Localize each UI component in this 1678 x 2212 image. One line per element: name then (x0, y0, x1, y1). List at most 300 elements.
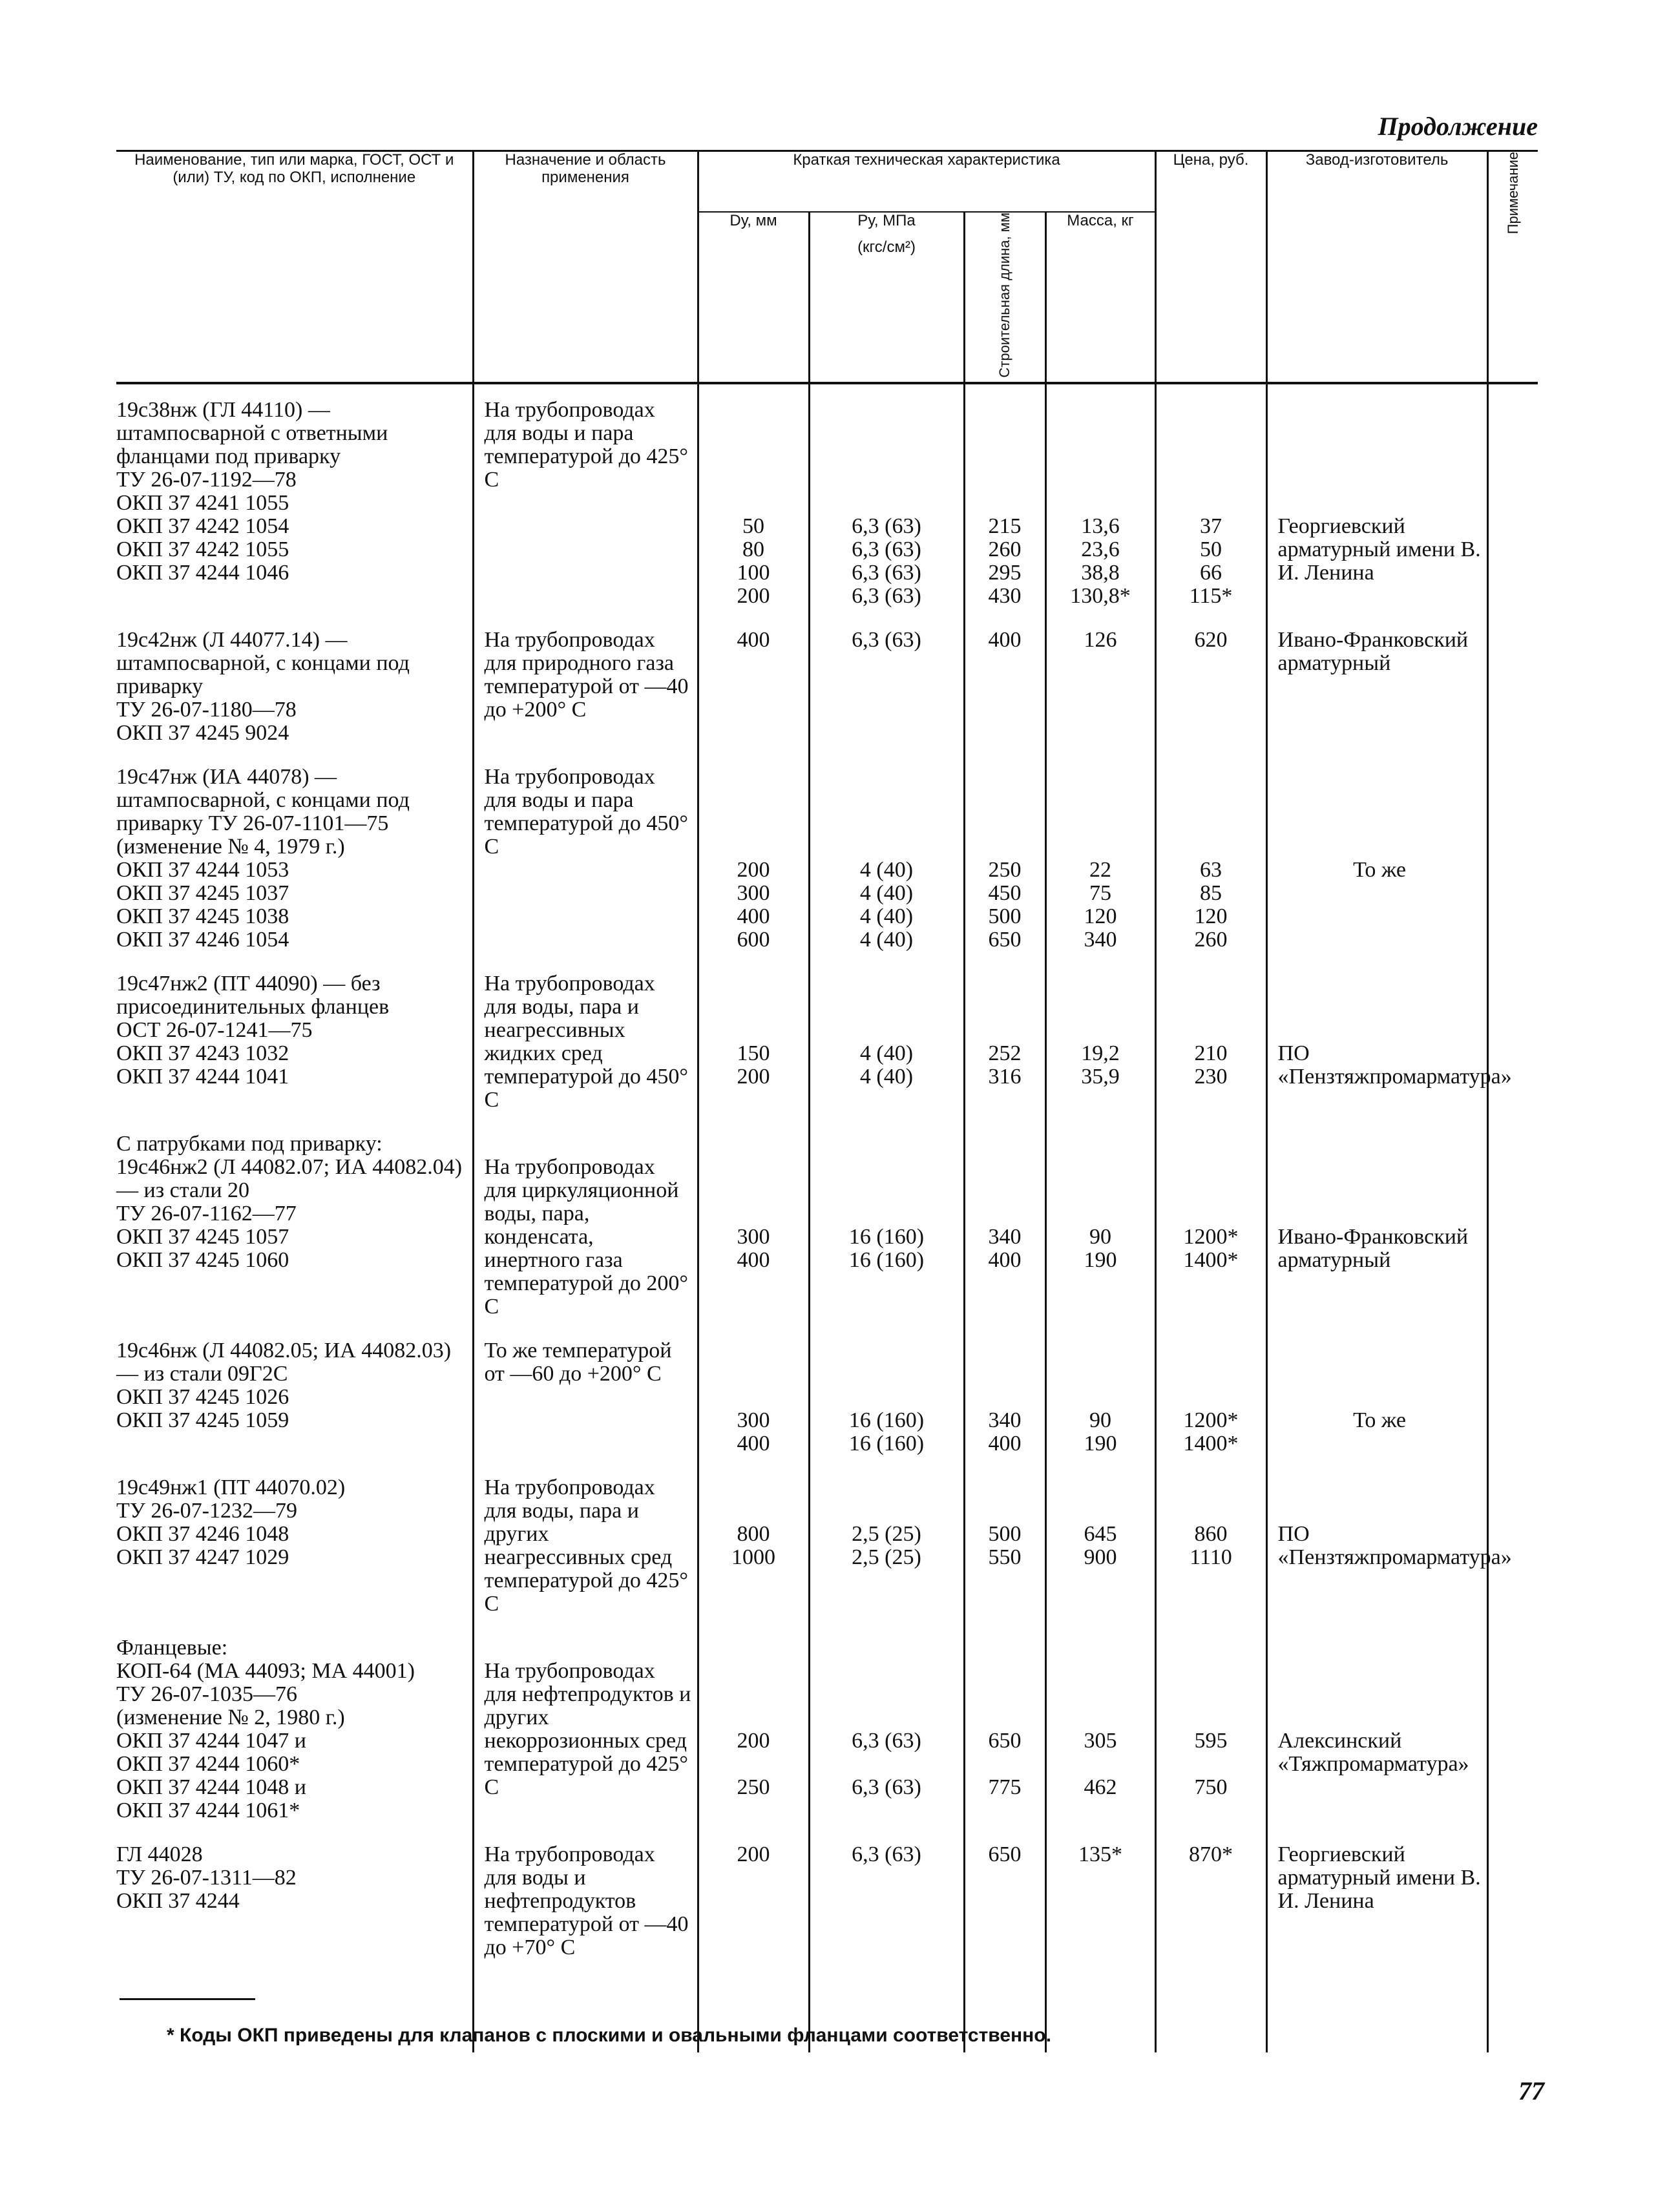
name-line: 19с46нж2 (Л 44082.07; ИА 44082.04) — из стали 20 (116, 1155, 463, 1203)
dy-value: 200 (737, 858, 770, 882)
mass-value: 35,9 (1081, 1065, 1120, 1089)
dy-values (699, 1843, 808, 1866)
mass-values (1047, 1843, 1155, 1866)
cell-name (116, 961, 473, 1121)
dy-values (699, 859, 808, 952)
name-line: ОКП 37 4246 1048 (116, 1522, 289, 1547)
py-values (810, 1729, 963, 1799)
name-line: КОП-64 (МА 44093; МА 44001) (116, 1659, 415, 1684)
name-line: (изменение № 2, 1980 г.) (116, 1706, 345, 1730)
cell-length (964, 1328, 1045, 1465)
price-value: 115* (1189, 584, 1233, 609)
py-value: 16 (160) (848, 1408, 925, 1433)
header-note (1487, 151, 1538, 384)
cell-length (964, 383, 1045, 617)
cell-price (1155, 1121, 1266, 1328)
price-value: 595 (1194, 1729, 1228, 1753)
dy-value: 400 (737, 628, 770, 652)
price-value: 120 (1194, 904, 1228, 929)
cell-maker (1266, 383, 1487, 617)
mass-values (1047, 1523, 1155, 1569)
name-line: ОКП 37 4244 1041 (116, 1065, 289, 1089)
cell-maker (1266, 1831, 1487, 1968)
py-value: 6,3 (63) (852, 561, 921, 585)
cell-note (1487, 754, 1538, 961)
mass-value: 22 (1089, 858, 1112, 882)
table-row (116, 383, 1538, 617)
py-value: 16 (160) (848, 1248, 925, 1273)
maker-text: То же (1353, 1408, 1406, 1433)
price-value: 1400* (1183, 1248, 1239, 1273)
name-line: 19с46нж (Л 44082.05; ИА 44082.03) — из стали 09Г2С (116, 1339, 452, 1386)
mass-value: 462 (1084, 1775, 1117, 1800)
name-line: 19с38нж (ГЛ 44110) — штампосварной с ответными фланцами под приварку (116, 398, 388, 469)
purpose-text: На трубопроводах для воды и пара температурой до 425° С (484, 398, 688, 492)
cell-py (809, 1328, 964, 1465)
header-purpose: Назначение и область применения (473, 151, 698, 384)
price-value: 260 (1194, 928, 1228, 952)
price-values (1157, 1523, 1266, 1569)
purpose-text: На трубопроводах для природного газа температурой от —40 до +200° С (484, 628, 689, 722)
name-line: ТУ 26-07-1232—79 (116, 1499, 297, 1523)
name-line: ОКП 37 4242 1054 (116, 514, 289, 539)
name-line: ОКП 37 4245 1059 (116, 1408, 289, 1433)
name-line: ОКП 37 4245 1057 (116, 1225, 289, 1249)
dy-value: 600 (737, 928, 770, 952)
length-values (965, 629, 1045, 652)
cell-dy (698, 1465, 809, 1625)
dy-values (699, 515, 808, 608)
cell-mass (1045, 1465, 1155, 1625)
cell-note (1487, 383, 1538, 617)
mass-value: 90 (1089, 1225, 1112, 1249)
cell-mass (1045, 617, 1155, 754)
name-line: 19с47нж (ИА 44078) — штампосварной, с концами под приварку ТУ 26-07-1101—75 (изменение № 4, 1979 г.) (116, 765, 410, 859)
dy-value: 50 (742, 514, 764, 539)
dy-value: 300 (737, 1408, 770, 1433)
mass-value: 135* (1078, 1842, 1123, 1867)
table-row (116, 1121, 1538, 1328)
cell-name (116, 1831, 473, 1968)
name-line: ОКП 37 4247 1029 (116, 1545, 289, 1570)
page-number: 77 (1518, 2076, 1544, 2105)
cell-purpose (473, 1625, 698, 1831)
dy-value: 400 (737, 1248, 770, 1273)
length-values (965, 1843, 1045, 1866)
cell-mass (1045, 1121, 1155, 1328)
cell-maker (1266, 961, 1512, 1121)
py-values (810, 859, 963, 952)
continuation-label: Продолжение (1378, 112, 1538, 141)
mass-value: 90 (1089, 1408, 1112, 1433)
price-value: 1400* (1183, 1432, 1239, 1456)
py-values (810, 515, 963, 608)
py-value: 6,3 (63) (852, 1775, 921, 1800)
length-value: 775 (988, 1775, 1022, 1800)
py-values (810, 1409, 963, 1456)
cell-purpose (473, 1121, 698, 1328)
purpose-text: На трубопроводах для циркуляционной воды, пара, конденсата, инертного газа температурой до 200° С (484, 1155, 688, 1319)
table-body (116, 383, 1538, 2052)
name-line: ТУ 26-07-1180—78 (116, 698, 297, 722)
dy-value: 200 (737, 1729, 770, 1753)
length-value: 430 (988, 584, 1022, 609)
price-values (1157, 1843, 1266, 1866)
py-values (810, 1843, 963, 1866)
price-values (1157, 1042, 1266, 1089)
dy-value (699, 1753, 808, 1776)
dy-value: 200 (737, 584, 770, 609)
cell-dy (698, 961, 809, 1121)
length-value: 400 (988, 628, 1022, 652)
name-line: ОКП 37 4245 1038 (116, 904, 289, 929)
name-line: ОКП 37 4244 (116, 1889, 240, 1914)
name-line: ТУ 26-07-1311—82 (116, 1866, 297, 1890)
price-value: 860 (1194, 1522, 1228, 1547)
py-values (810, 1523, 963, 1569)
py-value: 4 (40) (859, 881, 914, 906)
cell-py (809, 1465, 964, 1625)
price-value: 85 (1200, 881, 1222, 906)
length-value: 316 (988, 1065, 1022, 1089)
cell-mass (1045, 754, 1155, 961)
cell-purpose (473, 383, 698, 617)
dy-value: 200 (737, 1842, 770, 1867)
cell-length (964, 1465, 1045, 1625)
price-values (1157, 629, 1266, 652)
maker-text: Ивано-Франковский арматурный (1277, 628, 1469, 676)
price-values (1157, 1729, 1266, 1799)
maker-text: То же (1353, 858, 1406, 882)
cell-note (1487, 1328, 1538, 1465)
price-value: 750 (1194, 1775, 1228, 1800)
length-value: 500 (988, 1522, 1022, 1547)
cell-py (809, 1625, 964, 1831)
dy-value: 150 (737, 1041, 770, 1066)
cell-maker (1266, 1625, 1487, 1831)
cell-length (964, 1121, 1045, 1328)
cell-name (116, 1625, 473, 1831)
mass-value: 340 (1084, 928, 1117, 952)
header-length-text: Строительная длина, мм (996, 213, 1012, 378)
dy-value: 1000 (731, 1545, 775, 1570)
cell-length (964, 1831, 1045, 1968)
py-value: 6,3 (63) (852, 537, 921, 562)
cell-name (116, 617, 473, 754)
length-value: 400 (988, 1248, 1022, 1273)
length-value: 450 (988, 881, 1022, 906)
mass-value: 38,8 (1081, 561, 1120, 585)
name-line: ОСТ 26-07-1241—75 (116, 1018, 313, 1043)
price-value: 1200* (1183, 1225, 1239, 1249)
name-line: ОКП 37 4245 1060 (116, 1248, 289, 1273)
dy-values (699, 1226, 808, 1272)
purpose-text: На трубопроводах для нефтепродуктов и других некоррозионных сред температурой до 425° С (484, 1659, 691, 1800)
py-value: 4 (40) (859, 928, 914, 952)
mass-values (1047, 859, 1155, 952)
price-value: 50 (1200, 537, 1222, 562)
cell-py (809, 1121, 964, 1328)
cell-maker (1266, 1465, 1512, 1625)
cell-price (1155, 961, 1266, 1121)
cell-note (1487, 617, 1538, 754)
cell-price (1155, 754, 1266, 961)
header-name: Наименование, тип или марка, ГОСТ, ОСТ и (или) ТУ, код по ОКП, исполнение (116, 151, 473, 384)
price-value: 870* (1189, 1842, 1233, 1867)
length-value: 250 (988, 858, 1022, 882)
price-value: 1110 (1190, 1545, 1232, 1570)
name-line: ОКП 37 4245 9024 (116, 721, 289, 746)
header-maker: Завод-изготовитель (1266, 151, 1487, 384)
cell-mass (1045, 961, 1155, 1121)
cell-note (1487, 1625, 1538, 1831)
mass-value: 190 (1084, 1432, 1117, 1456)
cell-name (116, 754, 473, 961)
name-line: ОКП 37 4244 1053 (116, 858, 289, 882)
name-line: 19с49нж1 (ПТ 44070.02) (116, 1476, 346, 1500)
length-values (965, 1042, 1045, 1089)
cell-dy (698, 383, 809, 617)
length-values (965, 1226, 1045, 1272)
header-py (809, 212, 964, 383)
maker-text: Георгиевский арматурный имени В. И. Ленина (1277, 514, 1481, 585)
table-row (116, 1831, 1538, 1968)
length-value (965, 1753, 1045, 1776)
py-value: 16 (160) (848, 1432, 925, 1456)
table-row (116, 1328, 1538, 1465)
cell-purpose (473, 1831, 698, 1968)
py-values (810, 629, 963, 652)
table-row (116, 754, 1538, 961)
cell-length (964, 1625, 1045, 1831)
length-values (965, 859, 1045, 952)
name-line: 19с47нж2 (ПТ 44090) — без присоединительных фланцев (116, 972, 390, 1019)
length-value: 650 (988, 1842, 1022, 1867)
name-line: ТУ 26-07-1035—76 (116, 1682, 297, 1707)
purpose-text: На трубопроводах для воды и пара температурой до 450° С (484, 765, 688, 859)
name-line: ОКП 37 4243 1032 (116, 1041, 289, 1066)
price-value: 63 (1200, 858, 1222, 882)
header-py-line2: (кгс/см²) (857, 238, 916, 256)
cell-py (809, 617, 964, 754)
name-line: ОКП 37 4244 1061* (116, 1799, 300, 1823)
header-note-text: Примечание (1504, 152, 1521, 235)
cell-py (809, 383, 964, 617)
length-values (965, 515, 1045, 608)
dy-value: 300 (737, 1225, 770, 1249)
price-value: 210 (1194, 1041, 1228, 1066)
header-price: Цена, руб. (1155, 151, 1266, 384)
cell-dy (698, 1625, 809, 1831)
mass-values (1047, 515, 1155, 608)
table-row (116, 1465, 1538, 1625)
header-tech-group: Краткая техническая характеристика (698, 151, 1155, 213)
maker-text: Алексинский «Тяжпромарматура» (1277, 1729, 1469, 1777)
py-value: 6,3 (63) (852, 1842, 921, 1867)
cell-py (809, 1831, 964, 1968)
py-value (810, 1753, 963, 1776)
py-value: 4 (40) (859, 904, 914, 929)
name-line: ОКП 37 4241 1055 (116, 491, 289, 516)
dy-values (699, 1729, 808, 1799)
dy-value: 800 (737, 1522, 770, 1547)
cell-name (116, 1328, 473, 1465)
py-value: 2,5 (25) (852, 1545, 921, 1570)
cell-mass (1045, 1328, 1155, 1465)
cell-purpose (473, 754, 698, 961)
dy-values (699, 1409, 808, 1456)
cell-mass (1045, 383, 1155, 617)
mass-value (1047, 1753, 1155, 1776)
name-line: ТУ 26-07-1192—78 (116, 468, 297, 492)
cell-dy (698, 1328, 809, 1465)
mass-values (1047, 1409, 1155, 1456)
cell-price (1155, 1328, 1266, 1465)
footnote: * Коды ОКП приведены для клапанов с плоскими и овальными фланцами соответственно. (167, 2025, 1051, 2046)
footnote-rule (120, 1998, 255, 2000)
price-values (1157, 1226, 1266, 1272)
price-value: 37 (1200, 514, 1222, 539)
cell-price (1155, 383, 1266, 617)
maker-text: ПО «Пензтяжпромарматура» (1277, 1522, 1512, 1570)
name-line: ОКП 37 4246 1054 (116, 928, 289, 952)
length-values (965, 1409, 1045, 1456)
mass-value: 23,6 (1081, 537, 1120, 562)
cell-maker (1266, 754, 1487, 961)
py-value: 4 (40) (859, 858, 914, 882)
cell-dy (698, 1831, 809, 1968)
cell-mass (1045, 1831, 1155, 1968)
mass-values (1047, 629, 1155, 652)
cell-mass (1045, 1625, 1155, 1831)
purpose-text: На трубопроводах для воды, пара и неагрессивных жидких сред температурой до 450° С (484, 972, 688, 1112)
cell-price (1155, 1625, 1266, 1831)
cell-note (1487, 1831, 1538, 1968)
mass-value: 126 (1084, 628, 1117, 652)
mass-values (1047, 1226, 1155, 1272)
length-value: 650 (988, 1729, 1022, 1753)
cell-note (1487, 1465, 1538, 1625)
price-value: 1200* (1183, 1408, 1239, 1433)
py-value: 6,3 (63) (852, 628, 921, 652)
cell-purpose (473, 961, 698, 1121)
price-value: 230 (1194, 1065, 1228, 1089)
name-line: 19с42нж (Л 44077.14) — штампосварной, с концами под приварку (116, 628, 410, 699)
dy-value: 100 (737, 561, 770, 585)
cell-maker (1266, 1121, 1487, 1328)
py-values (810, 1226, 963, 1272)
py-value: 6,3 (63) (852, 1729, 921, 1753)
length-value: 260 (988, 537, 1022, 562)
length-value: 252 (988, 1041, 1022, 1066)
cell-name (116, 1121, 473, 1328)
header-dy: Dу, мм (698, 212, 809, 383)
name-line: ГЛ 44028 (116, 1842, 203, 1867)
cell-py (809, 754, 964, 961)
dy-values (699, 1042, 808, 1089)
purpose-text: То же температурой от —60 до +200° С (484, 1339, 672, 1386)
valve-catalog-table (116, 150, 1538, 2052)
purpose-text: На трубопроводах для воды, пара и других неагрессивных сред температурой до 425° С (484, 1476, 688, 1616)
cell-length (964, 961, 1045, 1121)
cell-dy (698, 754, 809, 961)
cell-maker (1266, 1328, 1487, 1465)
cell-dy (698, 617, 809, 754)
mass-value: 130,8* (1070, 584, 1131, 609)
py-value: 2,5 (25) (852, 1522, 921, 1547)
py-value: 4 (40) (859, 1041, 914, 1066)
length-values (965, 1523, 1045, 1569)
cell-price (1155, 1465, 1266, 1625)
length-value: 295 (988, 561, 1022, 585)
maker-text: ПО «Пензтяжпромарматура» (1277, 1041, 1512, 1089)
name-line: С патрубками под приварку: (116, 1132, 383, 1156)
length-value: 215 (988, 514, 1022, 539)
mass-value: 900 (1084, 1545, 1117, 1570)
price-value (1157, 1753, 1266, 1776)
length-value: 550 (988, 1545, 1022, 1570)
cell-maker (1266, 617, 1487, 754)
dy-value: 80 (742, 537, 764, 562)
length-value: 650 (988, 928, 1022, 952)
dy-value: 200 (737, 1065, 770, 1089)
name-line: ОКП 37 4244 1047 и (116, 1729, 306, 1753)
name-line: Фланцевые: (116, 1636, 228, 1660)
length-value: 500 (988, 904, 1022, 929)
dy-value: 250 (737, 1775, 770, 1800)
py-value: 6,3 (63) (852, 584, 921, 609)
mass-values (1047, 1729, 1155, 1799)
maker-text: Георгиевский арматурный имени В. И. Ленина (1277, 1842, 1481, 1914)
name-line: ТУ 26-07-1162—77 (116, 1202, 297, 1226)
header-mass: Масса, кг (1045, 212, 1155, 383)
name-line: ОКП 37 4242 1055 (116, 537, 289, 562)
table-row (116, 1625, 1538, 1831)
maker-text: Ивано-Франковский арматурный (1277, 1225, 1469, 1273)
cell-length (964, 754, 1045, 961)
header-py-line1: Pу, МПа (857, 212, 916, 229)
dy-value: 400 (737, 904, 770, 929)
price-value: 620 (1194, 628, 1228, 652)
mass-value: 75 (1089, 881, 1112, 906)
cell-py (809, 961, 964, 1121)
dy-value: 400 (737, 1432, 770, 1456)
header-length (964, 212, 1045, 383)
name-line: ОКП 37 4244 1060* (116, 1752, 300, 1777)
price-values (1157, 859, 1266, 952)
cell-dy (698, 1121, 809, 1328)
length-values (965, 1729, 1045, 1799)
mass-value: 120 (1084, 904, 1117, 929)
cell-purpose (473, 1328, 698, 1465)
table-row (116, 961, 1538, 1121)
mass-value: 645 (1084, 1522, 1117, 1547)
py-value: 16 (160) (848, 1225, 925, 1249)
cell-purpose (473, 1465, 698, 1625)
mass-value: 19,2 (1081, 1041, 1120, 1066)
mass-value: 305 (1084, 1729, 1117, 1753)
cell-length (964, 617, 1045, 754)
name-line: ОКП 37 4245 1037 (116, 881, 289, 906)
cell-price (1155, 617, 1266, 754)
length-value: 340 (988, 1225, 1022, 1249)
table-row (116, 617, 1538, 754)
mass-value: 13,6 (1081, 514, 1120, 539)
purpose-text: На трубопроводах для воды и нефтепродуктов температурой от —40 до +70° С (484, 1842, 689, 1960)
name-line: ОКП 37 4244 1048 и (116, 1775, 306, 1800)
cell-note (1487, 1121, 1538, 1328)
length-value: 400 (988, 1432, 1022, 1456)
